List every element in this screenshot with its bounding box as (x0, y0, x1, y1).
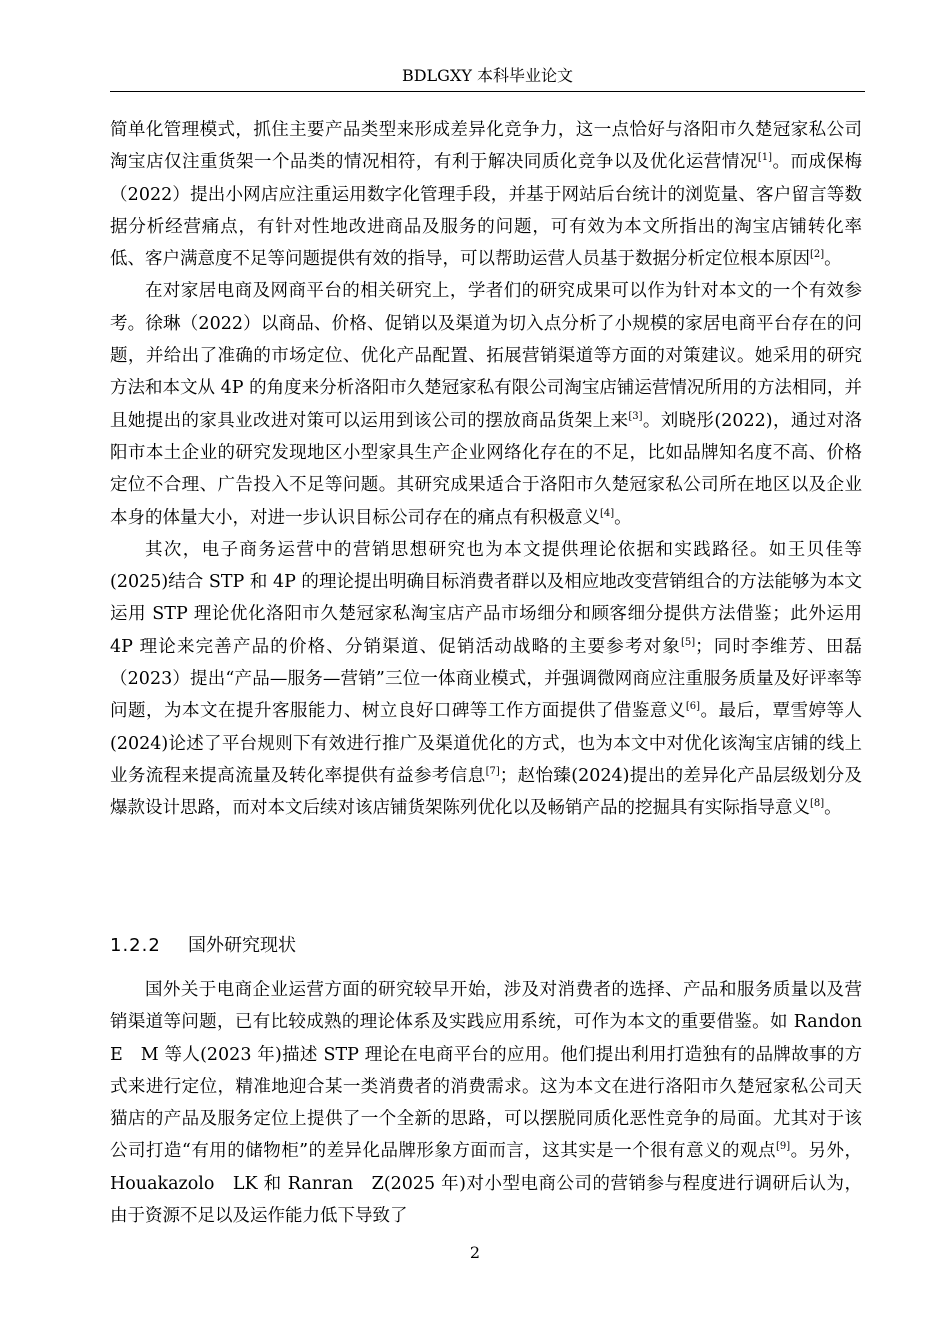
paragraph-1 (110, 114, 862, 275)
paragraph-text: 在对家居电商及网商平台的相关研究上，学者们的研究成果可以作为针对本文的一个有效参考。徐琳（2022）以商品、价格、促销以及渠道为切入点分析了小规模的家居电商平台存在的问题，并给出了准确的市场定位、优化产品配置、拓展营销渠道等方面的对策建议。她采用的研究方法和本文从 4P 的角度来分析洛阳市久楚冠家私有限公司淘宝店铺运营情况所用的方法相同，并且她提出的家具业改进对策可以运用到该公司的摆放商品货架上来 (110, 281, 862, 431)
paragraph-2 (110, 275, 862, 533)
page-number: 2 (469, 1243, 481, 1262)
citation-ref: [2] (810, 249, 825, 261)
paragraph-text: 。而成保梅（2022）提出小网店应注重运用数字化管理手段，并基于网站后台统计的浏览量、客户留言等数据分析经营痛点，有针对性地改进商品及服务的问题，可有效为本文所指出的淘宝店铺转化率低、客户满意度不足等问题提供有效的指导，可以帮助运营人员基于数据分析定位根本原因 (110, 152, 863, 270)
paragraph-text: ；同时李维芳、田磊（2023）提出“产品—服务—营销”三位一体商业模式，并强调微网商应注重服务质量及好评率等问题，为本文在提升客服能力、树立良好口碑等工作方面提供了借鉴意义 (110, 636, 862, 722)
citation-ref: [7] (485, 766, 500, 778)
citation-ref: [3] (628, 410, 643, 422)
paragraph-text: 其次，电子商务运营中的营销思想研究也为本文提供理论依据和实践路径。如王贝佳等(2025)结合 STP 和 4P 的理论提出明确目标消费者群以及相应地改变营销组合的方法能够为本文运用 STP 理论优化洛阳市久楚冠家私淘宝店产品市场细分和顾客细分提供方法借鉴；此外运用 4P 理论来完善产品的价格、分销渠道、促销活动战略的主要参考对象 (110, 539, 862, 657)
section-title: 国外研究现状 (188, 935, 296, 956)
paragraph-text: 。 (824, 798, 842, 819)
paragraph-text: 。另外，Houakazolo LK 和 Ranran Z(2025 年)对小型电商公司的营销参与程度进行调研后认为，由于资源不足以及运作能力低下导致了 (110, 1141, 863, 1227)
page-header: BDLGXY 本科毕业论文 (401, 66, 574, 85)
citation-ref: [8] (810, 798, 825, 810)
paragraph-text: 国外关于电商企业运营方面的研究较早开始，涉及对消费者的选择、产品和服务质量以及营销渠道等问题，已有比较成熟的理论体系及实践应用系统，可作为本文的重要借鉴。如 Randon E M 等人(2023 年)描述 STP 理论在电商平台的应用。他们提出利用打造独有的品牌故事的方式来进行定位，精准地迎合某一类消费者的消费需求。这为本文在进行洛阳市久楚冠家私公司天猫店的产品及服务定位上提供了一个全新的思路，可以摆脱同质化恶性竞争的局面。尤其对于该公司打造“有用的储物柜”的差异化品牌形象方面而言，这其实是一个很有意义的观点 (110, 980, 880, 1162)
paragraph-text: 。 (824, 249, 842, 270)
paragraph-text: ；赵怡臻(2024)提出的差异化产品层级划分及爆款设计思路，而对本文后续对该店铺货架陈列优化以及畅销产品的挖掘具有实际指导意义 (110, 765, 862, 819)
section-body (110, 974, 880, 1232)
section-heading (110, 932, 296, 960)
citation-ref: [4] (600, 507, 615, 519)
citation-ref: [6] (685, 701, 701, 713)
paragraph-text: 。 (614, 507, 632, 528)
paragraph-3 (110, 534, 862, 825)
section-number: 1.2.2 (110, 935, 161, 956)
paragraph-4 (110, 974, 880, 1232)
paragraph-text: 。刘晓彤(2022)，通过对洛阳市本土企业的研究发现地区小型家具生产企业网络化存在的不足，比如品牌知名度不高、价格定位不合理、广告投入不足等问题。其研究成果适合于洛阳市久楚冠家私公司所在地区以及企业本身的体量大小，对进一步认识目标公司存在的痛点有积极意义 (110, 410, 862, 528)
citation-ref: [1] (757, 152, 773, 164)
paragraph-text: 。最后，覃雪婷等人(2024)论述了平台规则下有效进行推广及渠道优化的方式，也为本文中对优化该淘宝店铺的线上业务流程来提高流量及转化率提供有益参考信息 (110, 701, 863, 786)
body-text (110, 114, 862, 825)
paragraph-text: 简单化管理模式，抓住主要产品类型来形成差异化竞争力，这一点恰好与洛阳市久楚冠家私公司淘宝店仅注重货架一个品类的情况相符，有利于解决同质化竞争以及优化运营情况 (110, 120, 862, 173)
citation-ref: [5] (680, 636, 696, 648)
citation-ref: [9] (775, 1141, 791, 1153)
header-divider (110, 91, 865, 92)
